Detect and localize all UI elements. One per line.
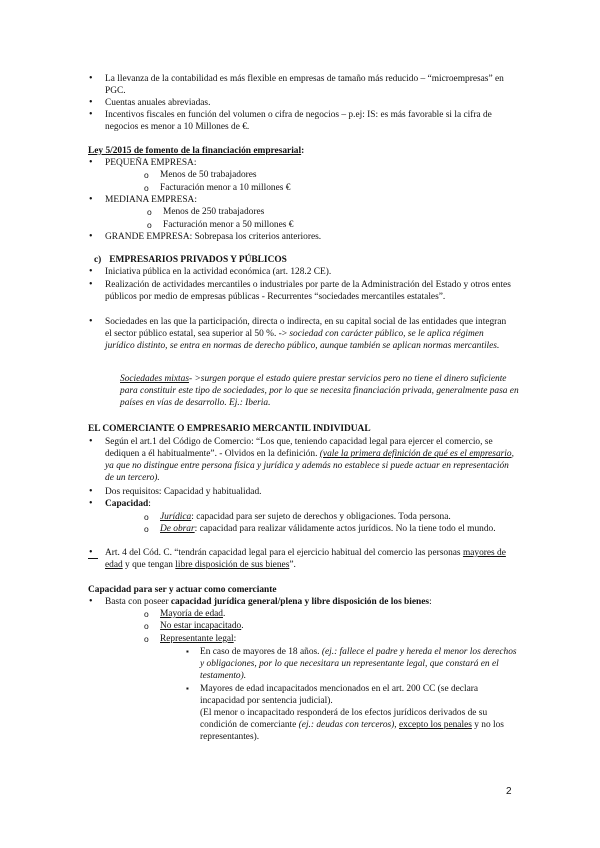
menor-paragraph: (El menor o incapacitado responderá de los efectos jurídicos derivados de su condición de comerciante (ej.: deudas con terceros), excepto los penales y no los representantes). xyxy=(200,708,504,742)
list-item: • Cuentas anuales abreviadas. xyxy=(105,97,515,109)
list-item-pequena: • PEQUEÑA EMPRESA: xyxy=(105,157,515,169)
capacidad-heading: Capacidad para ser y actuar como comerciante xyxy=(88,585,277,595)
sub-sub-item: ▪ En caso de mayores de 18 años. (ej.: fallece el padre y hereda el menor los derechos y obligaciones, por lo que necesitara un representante legal, que constará en el testamento). xyxy=(200,646,518,682)
list-item: • Según el art.1 del Código de Comercio: “Los que, teniendo capacidad legal para ejercer el comercio, se dediquen a él habitualmente”. - Olvidos en la definición. (vale la primera definición de qué es el empresario, ya que no distingue entre persona física y jurídica y además no establece si puede actuar en representación de un tercero). xyxy=(105,436,515,484)
sub-item: o Facturación menor a 10 millones € xyxy=(160,182,520,194)
list-item-grande: • GRANDE EMPRESA: Sobrepasa los criterios anteriores. xyxy=(105,231,515,243)
sub-item: o Facturación menor a 50 millones € xyxy=(163,219,523,231)
sub-item: o No estar incapacitado. xyxy=(160,620,520,632)
sub-item: o Representante legal: xyxy=(160,633,520,645)
ley-heading: Ley 5/2015 de fomento de la financiación empresarial: xyxy=(88,146,305,156)
comerciante-heading: EL COMERCIANTE O EMPRESARIO MERCANTIL INDIVIDUAL xyxy=(88,424,371,434)
list-item: • Sociedades en las que la participación, directa o indirecta, en su capital social de las entidades que integran el sector público estatal, sea superior al 50 %. -> sociedad con carácter público, se le aplica régimen jurídico distinto, se entra en normas de derecho público, aunque también se aplican normas mercantiles. xyxy=(105,316,515,352)
sociedades-mixtas-paragraph: Sociedades mixtas- >surgen porque el estado quiere prestar servicios pero no tiene el dinero suficiente para constituir este tipo de sociedades, por lo que se necesita financiación privada, generalmente pasa en países en vías de desarrollo. Ej.: Iberia. xyxy=(120,374,519,408)
list-item: • Incentivos fiscales en función del volumen o cifra de negocios – p.ej: IS: es más favorable si la cifra de negocios es menor a 10 Millones de €. xyxy=(105,109,515,133)
list-item: • Dos requisitos: Capacidad y habitualidad. xyxy=(105,486,515,498)
list-item: • La llevanza de la contabilidad es más flexible en empresas de tamaño más reducido – “microempresas” en PGC. xyxy=(105,73,515,97)
list-item-mediana: • MEDIANA EMPRESA: xyxy=(105,194,515,206)
sub-item: o Menos de 50 trabajadores xyxy=(160,169,520,181)
sub-sub-item: ▪ Mayores de edad incapacitados mencionados en el art. 200 CC (se declara incapacidad por sentencia judicial). xyxy=(200,683,518,707)
sub-item: o Jurídica: capacidad para ser sujeto de derechos y obligaciones. Toda persona. xyxy=(160,511,520,523)
list-item: • Realización de actividades mercantiles o industriales por parte de la Administración del Estado y otros entes públicos por medio de empresas públicas - Recurrentes “sociedades mercantiles estatales”. xyxy=(105,279,515,303)
list-item-capacidad: • Capacidad: xyxy=(105,498,515,510)
list-item: • Iniciativa pública en la actividad económica (art. 128.2 CE). xyxy=(105,266,515,278)
list-item: • Basta con poseer capacidad jurídica general/plena y libre disposición de los bienes: xyxy=(105,596,515,608)
page-number: 2 xyxy=(506,786,512,797)
underline-mark xyxy=(88,558,98,559)
sub-item: o Menos de 250 trabajadores xyxy=(163,206,523,218)
sub-item: o De obrar: capacidad para realizar válidamente actos jurídicos. No la tiene todo el mundo. xyxy=(160,523,520,535)
section-c-heading: c) EMPRESARIOS PRIVADOS Y PÚBLICOS xyxy=(94,255,287,265)
list-item-art4: • Art. 4 del Cód. C. “tendrán capacidad legal para el ejercicio habitual del comercio las personas mayores de edad y que tengan libre disposición de sus bienes”. xyxy=(105,547,515,571)
sub-item: o Mayoría de edad. xyxy=(160,608,520,620)
